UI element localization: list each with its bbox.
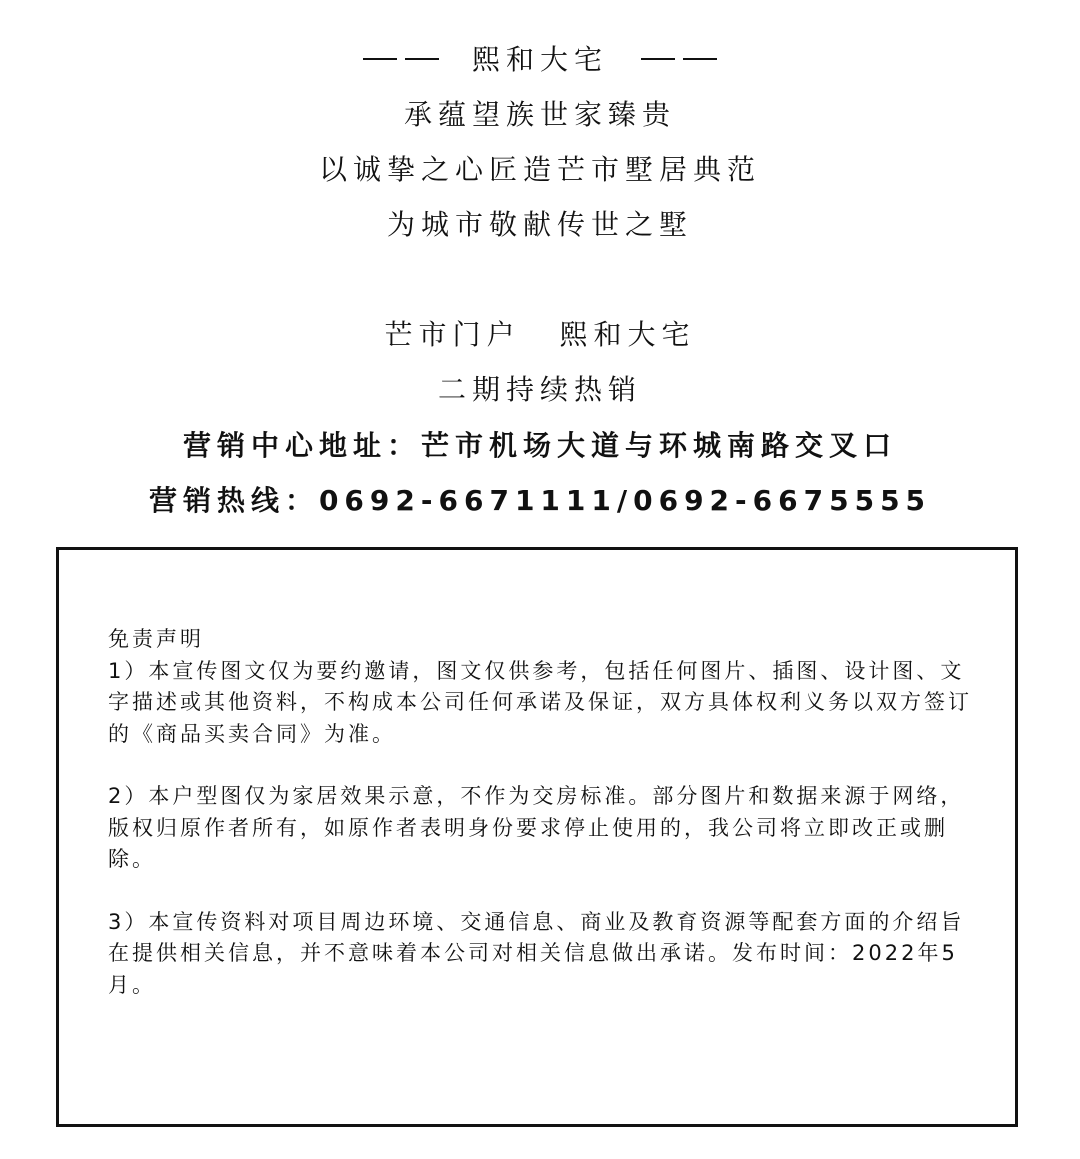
dash-left-2 [405, 58, 439, 60]
disclaimer-item-3: 3）本宣传资料对项目周边环境、交通信息、商业及教育资源等配套方面的介绍旨在提供相关信息，并不意味着本公司对相关信息做出承诺。发布时间：2022年5月。 [108, 909, 965, 997]
address-label: 营销中心地址： [182, 429, 421, 462]
project-name: 熙和大宅 [559, 318, 696, 351]
sales-center-address [0, 429, 1080, 462]
slogan-line-1: 承蕴望族世家臻贵 [403, 98, 676, 131]
dash-right [641, 58, 675, 60]
address-value: 芒市机场大道与环城南路交叉口 [421, 429, 898, 462]
project-location: 芒市门户 [384, 318, 521, 351]
sales-status: 二期持续热销 [437, 373, 642, 406]
dash-right-2 [683, 58, 717, 60]
hotline-value: 0692-6671111/0692-6675555 [318, 484, 932, 517]
project-name-line [0, 318, 1080, 351]
disclaimer-text [108, 624, 988, 1032]
disclaimer-item-2: 2）本户型图仅为家居效果示意，不作为交房标准。部分图片和数据来源于网络，版权归原作者所有，如原作者表明身份要求停止使用的，我公司将立即改正或删除。 [108, 784, 965, 871]
brand-title-line [0, 43, 1080, 76]
slogan-line-2: 以诚挚之心匠造芒市墅居典范 [318, 153, 761, 186]
sales-hotline [0, 484, 1080, 517]
disclaimer-item-1: 1）本宣传图文仅为要约邀请，图文仅供参考，包括任何图片、插图、设计图、文字描述或其他资料，不构成本公司任何承诺及保证，双方具体权利义务以双方签订的《商品买卖合同》为准。 [108, 658, 972, 746]
hotline-label: 营销热线： [148, 484, 319, 517]
disclaimer-title: 免责声明 [108, 627, 204, 651]
brand-title: 熙和大宅 [471, 43, 608, 76]
slogan-line-3: 为城市敬献传世之墅 [386, 208, 693, 241]
dash-left [363, 58, 397, 60]
